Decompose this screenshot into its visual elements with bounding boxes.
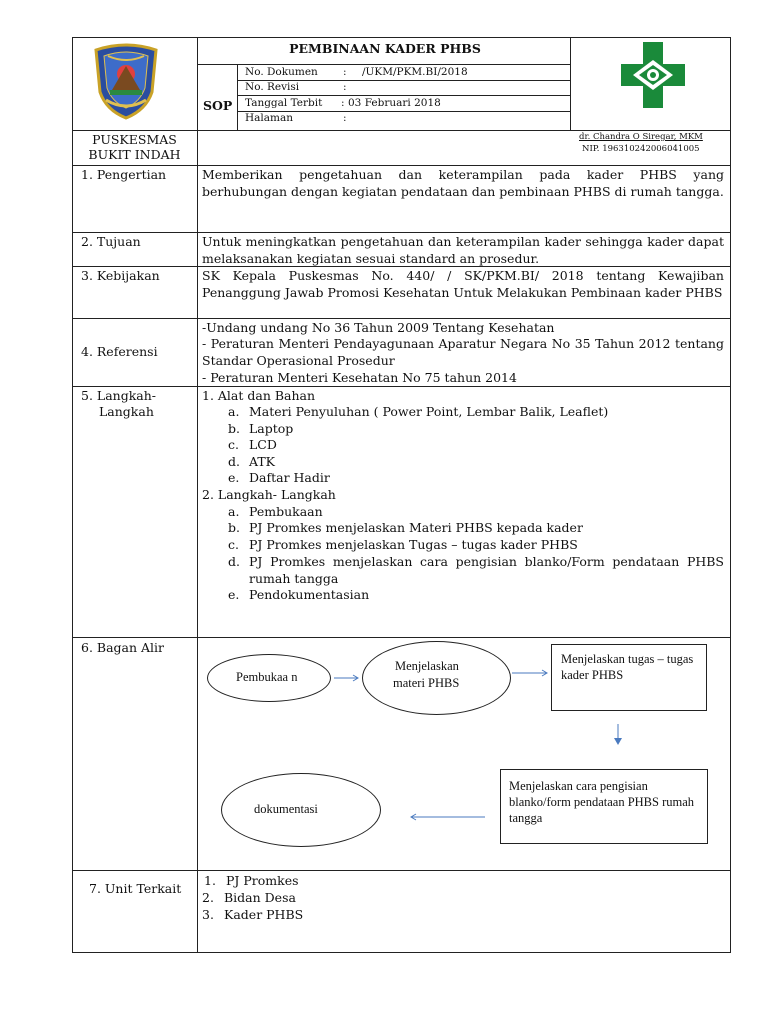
reference-item: - Peraturan Menteri Kesehatan No 75 tahun 2014 bbox=[202, 370, 517, 385]
flow-node-label: Pembukaa n bbox=[236, 670, 298, 684]
flow-node-label: Menjelaskan tugas – tugas kader PHBS bbox=[561, 652, 694, 682]
list-marker: 2. bbox=[202, 890, 214, 905]
unit-item: Kader PHBS bbox=[224, 907, 304, 922]
signer-name: dr. Chandra O Siregar, MKM bbox=[579, 132, 703, 142]
section-text-kebijakan: SK Kepala Puskesmas No. 440/ / SK/PKM.BI/ 2018 tentang Kewajiban Penanggung Jawab Promosi Kesehatan Untuk Melakukan Pembinaan kader PHBS bbox=[202, 268, 724, 300]
list-marker: e. bbox=[228, 470, 240, 485]
langkah-item: PJ Promkes menjelaskan Tugas – tugas kader PHBS bbox=[249, 537, 578, 552]
alat-item: Daftar Hadir bbox=[249, 470, 330, 485]
document-title: PEMBINAAN KADER PHBS bbox=[289, 41, 481, 56]
list-marker: 1. bbox=[204, 873, 216, 888]
doc-number-label: No. Dokumen bbox=[245, 66, 318, 78]
org-name-line1: PUSKESMAS bbox=[92, 132, 177, 147]
alat-item: Materi Penyuluhan ( Power Point, Lembar Balik, Leaflet) bbox=[249, 404, 609, 419]
signer-nip: NIP. 196310242006041005 bbox=[582, 144, 700, 154]
section-label-langkah-cont: Langkah bbox=[99, 404, 154, 419]
list-marker: c. bbox=[228, 537, 239, 552]
section-text-pengertian: Memberikan pengetahuan dan keterampilan pada kader PHBS yang berhubungan dengan kegiatan pendataan dan pembinaan PHBS di rumah tangga. bbox=[202, 167, 724, 199]
section-label-tujuan: 2. Tujuan bbox=[81, 234, 141, 249]
doc-number-sep: : bbox=[343, 66, 347, 78]
alat-item: LCD bbox=[249, 437, 277, 452]
list-marker: b. bbox=[228, 421, 240, 436]
revision-label: No. Revisi bbox=[245, 81, 300, 93]
flow-node-label: dokumentasi bbox=[254, 802, 318, 816]
issue-date-label: Tanggal Terbit bbox=[245, 97, 323, 109]
org-name-line2: BUKIT INDAH bbox=[88, 147, 181, 162]
flow-node-label: materi PHBS bbox=[393, 676, 460, 690]
langkah-item: PJ Promkes menjelaskan cara pengisian blanko/Form pendataan PHBS rumah tangga bbox=[249, 554, 724, 586]
flow-arrow-right bbox=[334, 675, 358, 681]
list-marker: c. bbox=[228, 437, 239, 452]
unit-item: PJ Promkes bbox=[226, 873, 299, 888]
list-marker: a. bbox=[228, 404, 240, 419]
sop-label: SOP bbox=[203, 98, 233, 113]
alat-item: Laptop bbox=[249, 421, 294, 436]
langkah-item: Pendokumentasian bbox=[249, 587, 370, 602]
page-sep: : bbox=[343, 112, 347, 124]
flow-arrow-left bbox=[411, 814, 485, 820]
langkah-item: Pembukaan bbox=[249, 504, 323, 519]
flow-arrow-right bbox=[512, 670, 547, 676]
section-label-referensi: 4. Referensi bbox=[81, 344, 158, 359]
langkah-title: 2. Langkah- Langkah bbox=[202, 487, 336, 502]
reference-item: - Peraturan Menteri Pendayagunaan Aparatur Negara No 35 Tahun 2012 tentang Standar Operasional Prosedur bbox=[202, 336, 724, 368]
flow-node-label: Menjelaskan bbox=[395, 659, 459, 673]
section-text-tujuan: Untuk meningkatkan pengetahuan dan keterampilan kader sehingga kader dapat melaksanakan kegiatan sesuai standard an prosedur. bbox=[202, 234, 724, 266]
arrowhead-down-icon bbox=[614, 738, 622, 745]
revision-sep: : bbox=[343, 81, 347, 93]
section-label-langkah: 5. Langkah- bbox=[81, 388, 157, 403]
section-label-kebijakan: 3. Kebijakan bbox=[81, 268, 160, 283]
list-marker: d. bbox=[228, 554, 240, 569]
alat-item: ATK bbox=[249, 454, 276, 469]
flow-node-label: Menjelaskan cara pengisian blanko/form pendataan PHBS rumah tangga bbox=[509, 779, 695, 825]
doc-number-value: /UKM/PKM.BI/2018 bbox=[362, 66, 468, 78]
unit-item: Bidan Desa bbox=[224, 890, 296, 905]
list-marker: e. bbox=[228, 587, 240, 602]
langkah-item: PJ Promkes menjelaskan Materi PHBS kepada kader bbox=[249, 520, 583, 535]
list-marker: b. bbox=[228, 520, 240, 535]
section-label-pengertian: 1. Pengertian bbox=[81, 167, 167, 182]
section-label-bagan-alir: 6. Bagan Alir bbox=[81, 640, 165, 655]
list-marker: 3. bbox=[202, 907, 214, 922]
list-marker: a. bbox=[228, 504, 240, 519]
list-marker: d. bbox=[228, 454, 240, 469]
section-label-unit-terkait: 7. Unit Terkait bbox=[89, 881, 182, 896]
alat-title: 1. Alat dan Bahan bbox=[202, 388, 316, 403]
issue-date-value: 03 Februari 2018 bbox=[348, 97, 441, 109]
reference-item: -Undang undang No 36 Tahun 2009 Tentang Kesehatan bbox=[202, 320, 555, 335]
issue-date-sep: : bbox=[341, 97, 345, 109]
page-label: Halaman bbox=[245, 112, 294, 124]
